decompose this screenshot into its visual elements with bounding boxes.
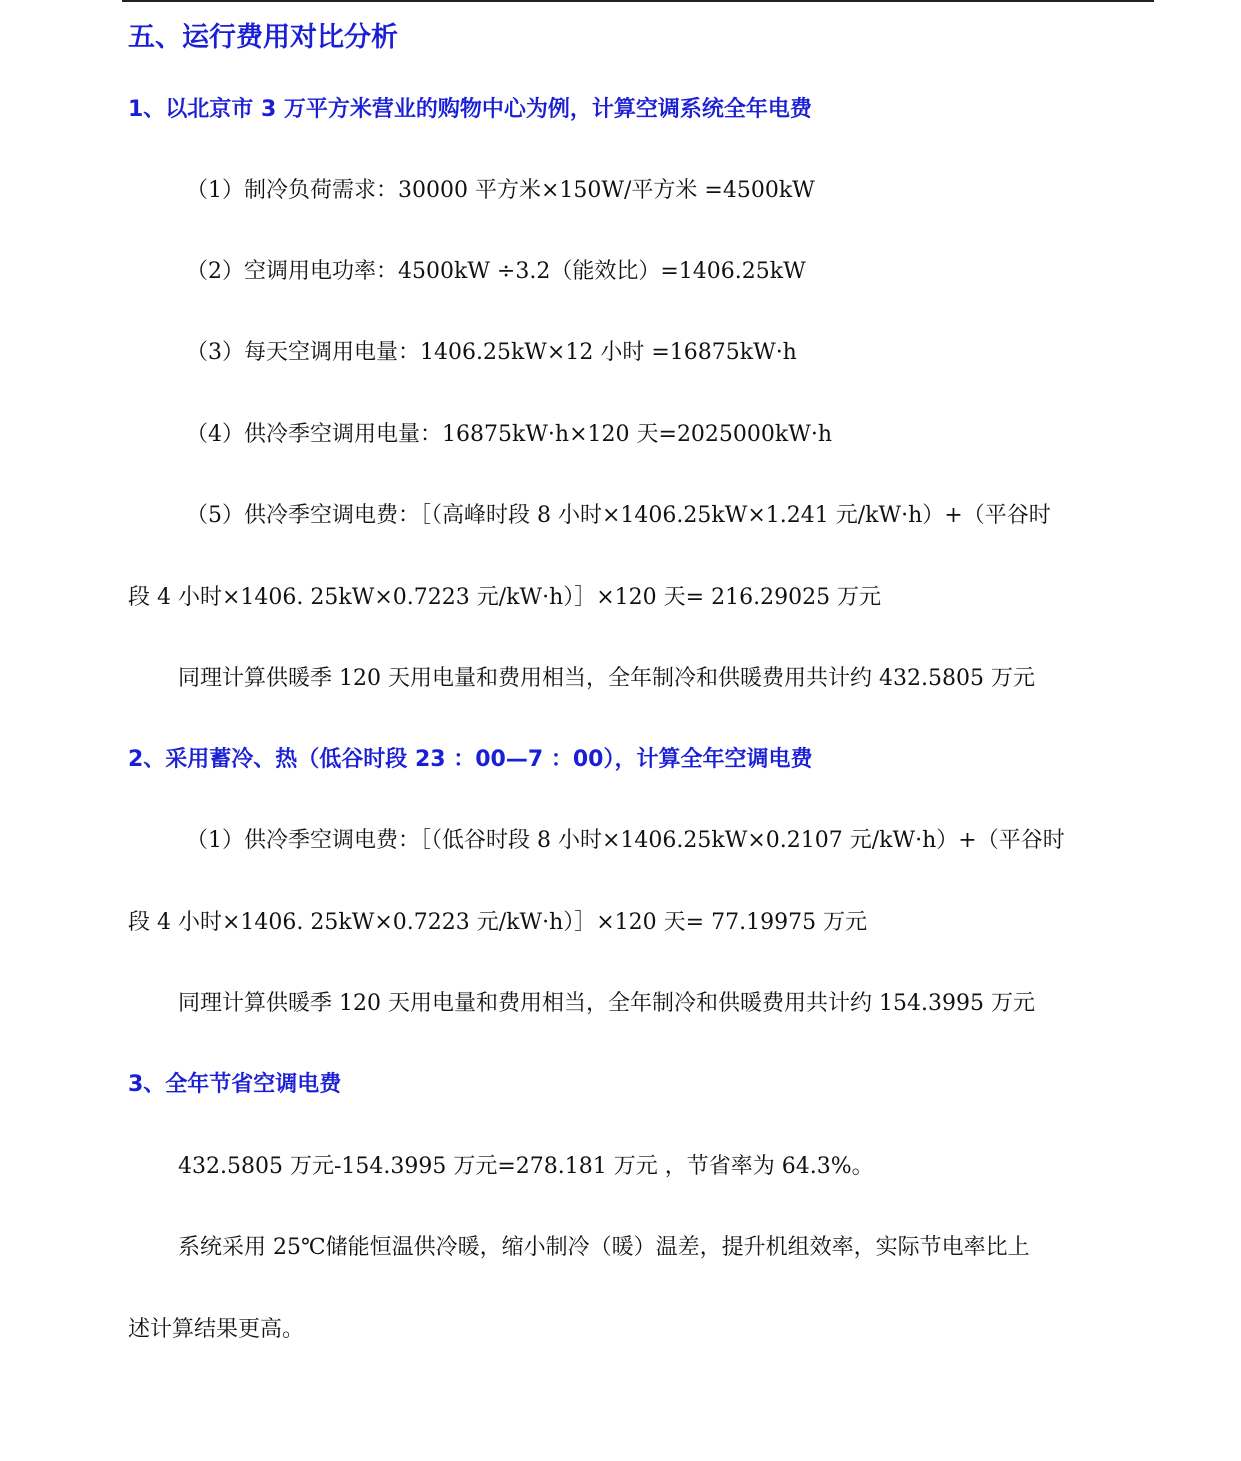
part1-item-1: （1）制冷负荷需求：30000 平方米×150W/平方米 =4500kW [186,178,815,203]
part1-item-4: （4）供冷季空调用电量：16875kW·h×120 天=2025000kW·h [186,422,833,447]
part1-summary: 同理计算供暖季 120 天用电量和费用相当，全年制冷和供暖费用共计约 432.5805 万元 [178,666,1035,691]
part1-item-3: （3）每天空调用电量：1406.25kW×12 小时 =16875kW·h [186,340,797,365]
section-title: 五、运行费用对比分析 [128,22,398,53]
part1-item-5: （5）供冷季空调电费：［（高峰时段 8 小时×1406.25kW×1.241 元/kW·h）+（平谷时 [186,503,1051,528]
part3-note: 系统采用 25℃储能恒温供冷暖，缩小制冷（暖）温差，提升机组效率，实际节电率比上 [178,1235,1030,1260]
part2-item-1: （1）供冷季空调电费：［（低谷时段 8 小时×1406.25kW×0.2107 元/kW·h）+（平谷时 [186,828,1065,853]
part3-heading: 3、全年节省空调电费 [128,1072,342,1097]
part2-item-1-continued: 段 4 小时×1406. 25kW×0.7223 元/kW·h）］×120 天= 77.19975 万元 [128,910,868,935]
part1-item-2: （2）空调用电功率：4500kW ÷3.2（能效比）=1406.25kW [186,259,806,284]
part2-heading: 2、采用蓄冷、热（低谷时段 23 ：00—7 ：00），计算全年空调电费 [128,747,813,772]
part1-heading: 1、以北京市 3 万平方米营业的购物中心为例，计算空调系统全年电费 [128,97,812,122]
top-rule [122,0,1154,2]
part2-summary: 同理计算供暖季 120 天用电量和费用相当，全年制冷和供暖费用共计约 154.3995 万元 [178,991,1035,1016]
part3-calculation: 432.5805 万元-154.3995 万元=278.181 万元 ，节省率为 64.3%。 [178,1154,874,1179]
part3-note-continued: 述计算结果更高。 [128,1317,305,1342]
part1-item-5-continued: 段 4 小时×1406. 25kW×0.7223 元/kW·h）］×120 天= 216.29025 万元 [128,585,882,610]
